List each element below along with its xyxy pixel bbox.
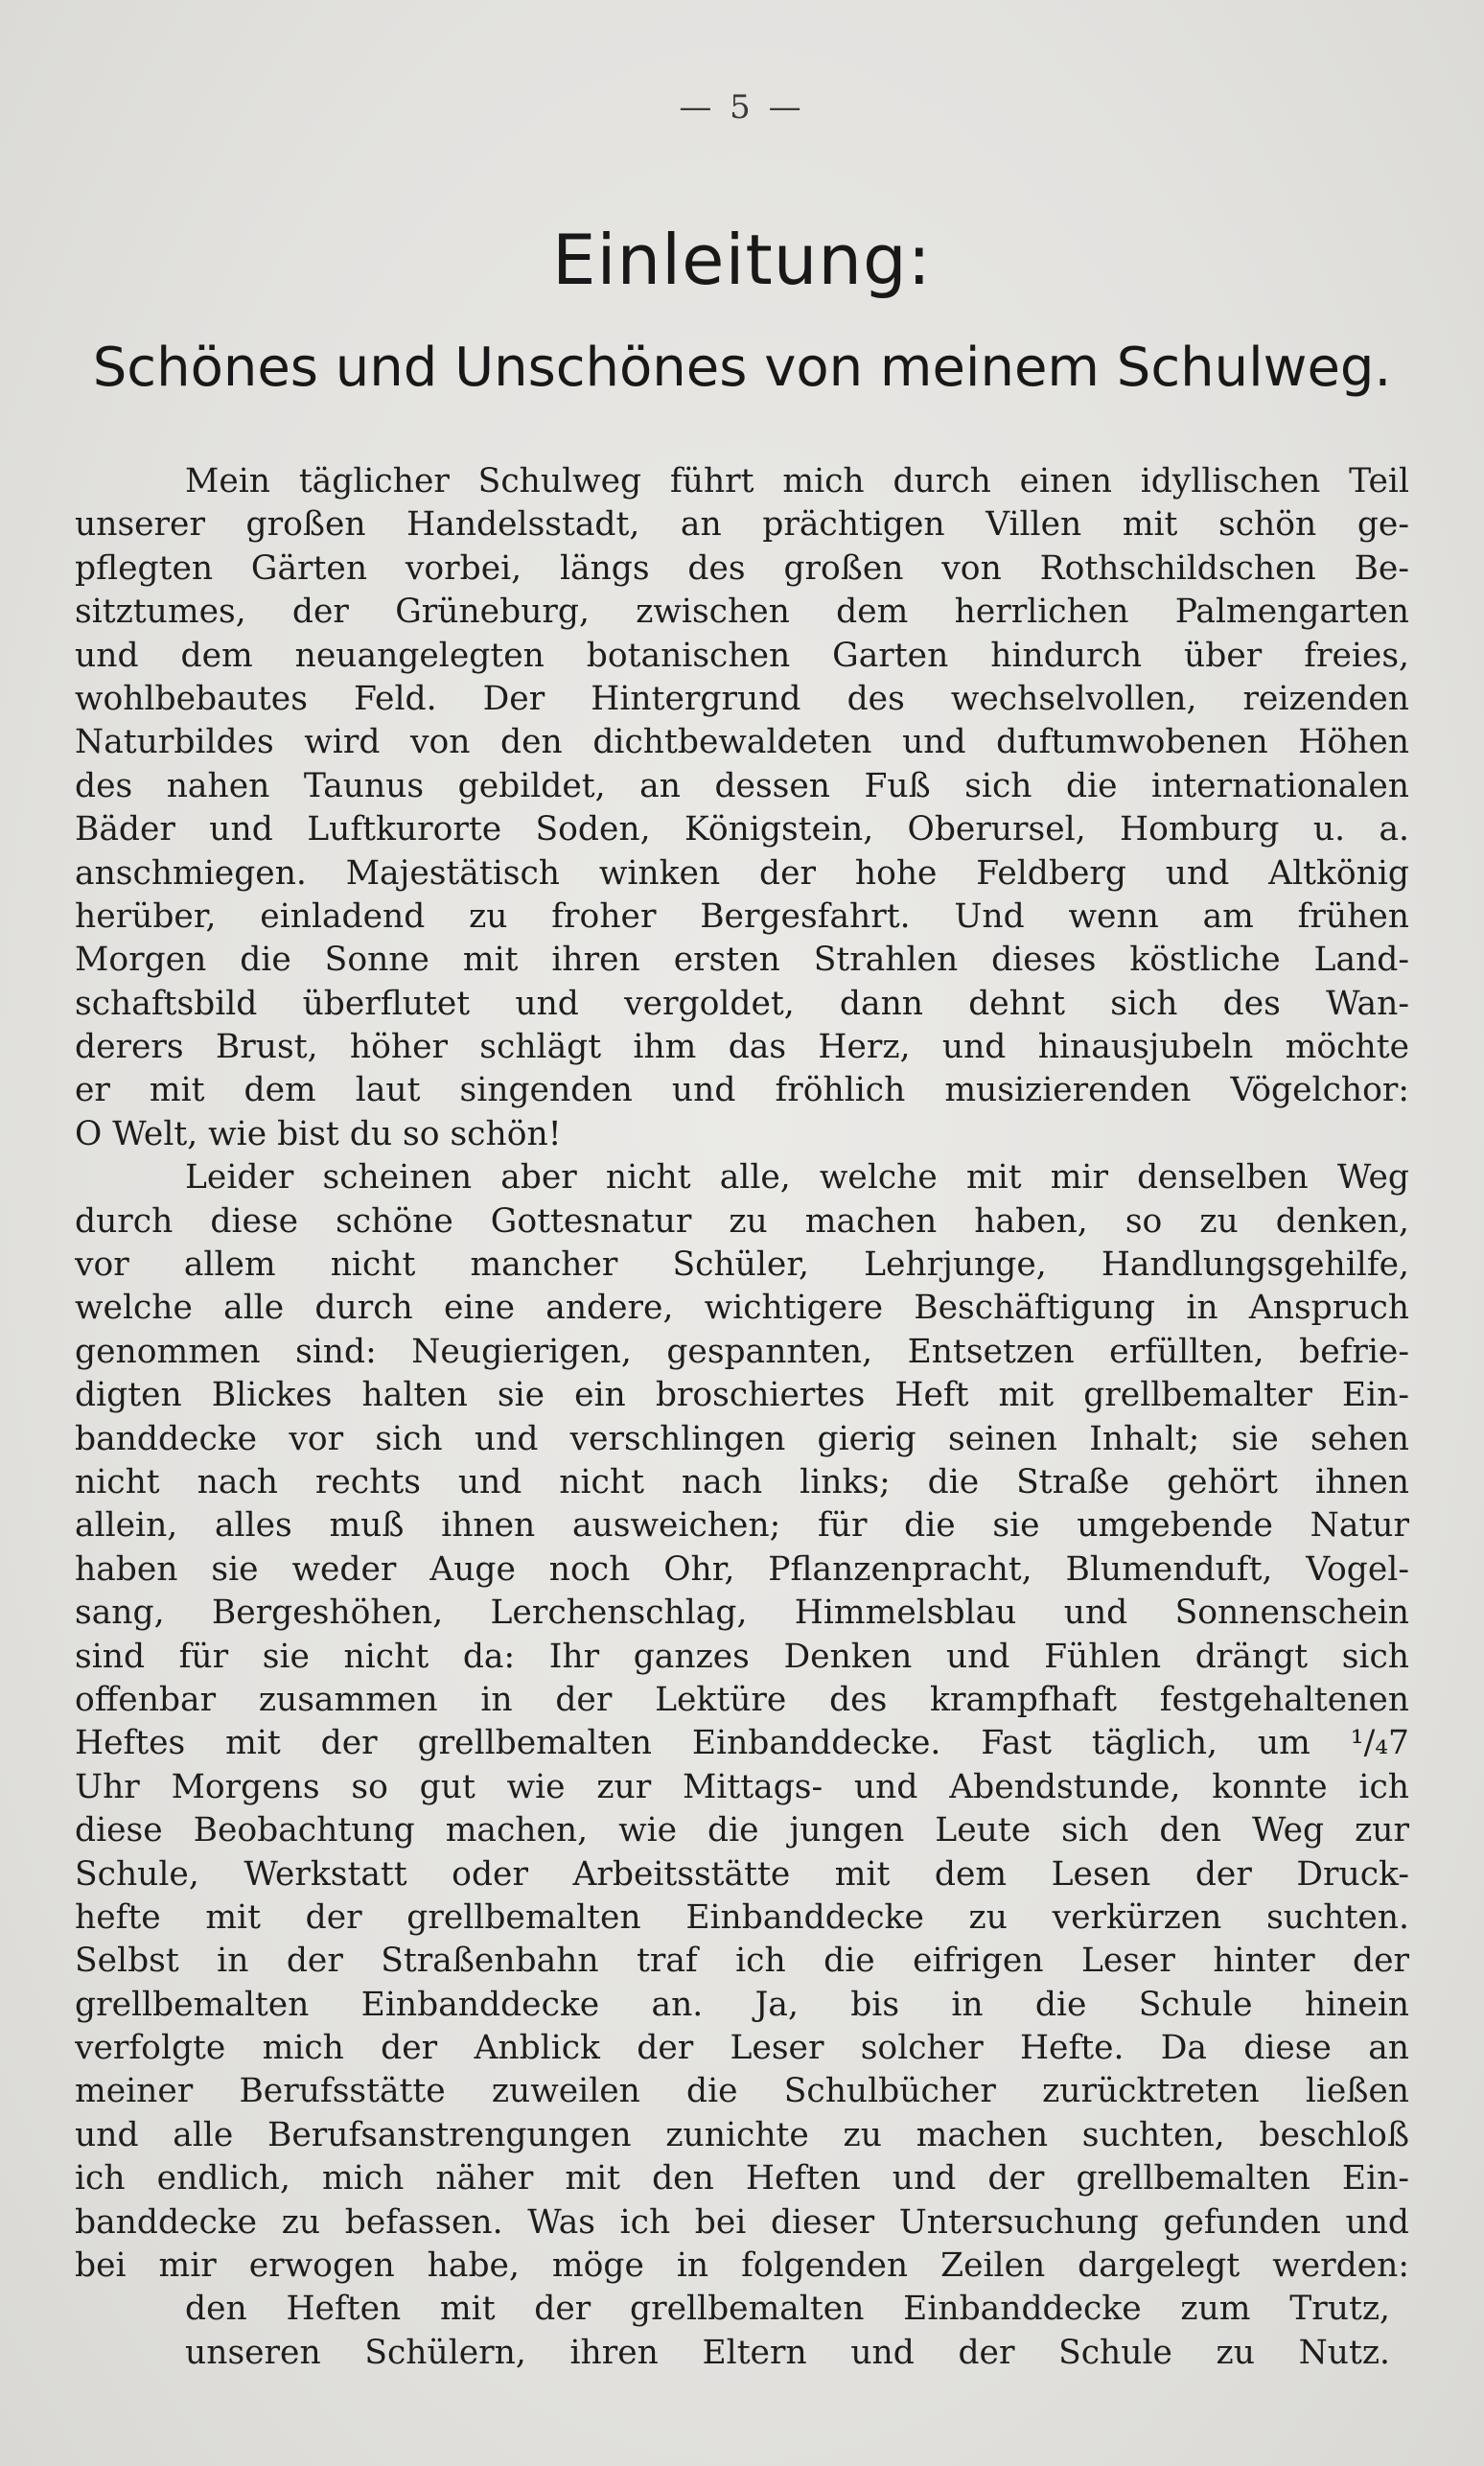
text-line: sang, Bergeshöhen, Lerchenschlag, Himmelsblau und Sonnenschein <box>75 1594 1409 1633</box>
text-line: des nahen Taunus gebildet, an dessen Fuß sich die internationalen <box>75 766 1409 805</box>
text-line: Bäder und Luftkurorte Soden, Königstein, Oberursel, Homburg u. a. <box>75 810 1409 849</box>
text-line: diese Beobachtung machen, wie die jungen Leute sich den Weg zur <box>75 1811 1409 1850</box>
text-line: pflegten Gärten vorbei, längs des großen von Rothschildschen Be- <box>75 548 1409 588</box>
text-line: er mit dem laut singenden und fröhlich musizierenden Vögelchor: <box>75 1071 1409 1110</box>
text-line: Naturbildes wird von den dichtbewaldeten und duftumwobenen Höhen <box>75 723 1409 762</box>
text-line: und dem neuangelegten botanischen Garten hindurch über freies, <box>75 636 1409 675</box>
text-line: wohlbebautes Feld. Der Hintergrund des wechselvollen, reizenden <box>75 679 1409 718</box>
text-line: vor allem nicht mancher Schüler, Lehrjunge, Handlungsgehilfe, <box>75 1245 1409 1285</box>
text-line: hefte mit der grellbemalten Einbanddecke zu verkürzen suchten. <box>75 1897 1409 1937</box>
text-line: meiner Berufsstätte zuweilen die Schulbücher zurücktreten ließen <box>75 2072 1409 2111</box>
text-line: Uhr Morgens so gut wie zur Mittags- und Abendstunde, konnte ich <box>75 1767 1409 1806</box>
page-number: — 5 — <box>679 88 805 127</box>
text-line: herüber, einladend zu froher Bergesfahrt. Und wenn am frühen <box>75 896 1409 936</box>
text-line: genommen sind: Neugierigen, gespannten, Entsetzen erfüllten, befrie- <box>75 1332 1409 1371</box>
chapter-subheading: Schönes und Unschönes von meinem Schulweg. <box>92 337 1392 399</box>
text-line: durch diese schöne Gottesnatur zu machen haben, so zu denken, <box>75 1201 1409 1241</box>
text-line: sitztumes, der Grüneburg, zwischen dem herrlichen Palmengarten <box>75 593 1409 632</box>
text-line: unserer großen Handelsstadt, an prächtigen Villen mit schön ge- <box>75 505 1409 545</box>
text-line: bei mir erwogen habe, möge in folgenden Zeilen dargelegt werden: <box>75 2246 1409 2286</box>
text-line: nicht nach rechts und nicht nach links; die Straße gehört ihnen <box>75 1462 1409 1501</box>
text-line: ich endlich, mich näher mit den Heften und der grellbemalten Ein- <box>75 2159 1409 2198</box>
text-line: Morgen die Sonne mit ihren ersten Strahlen dieses köstliche Land- <box>75 941 1409 980</box>
text-line: grellbemalten Einbanddecke an. Ja, bis in die Schule hinein <box>75 1985 1409 2024</box>
text-line: schaftsbild überflutet und vergoldet, dann dehnt sich des Wan- <box>75 984 1409 1023</box>
text-line: banddecke zu befassen. Was ich bei dieser Untersuchung gefunden und <box>75 2202 1409 2242</box>
text-line: Selbst in der Straßenbahn traf ich die eifrigen Leser hinter der <box>75 1942 1409 1981</box>
text-line: digten Blickes halten sie ein broschiertes Heft mit grellbemalter Ein- <box>75 1376 1409 1415</box>
text-line: anschmiegen. Majestätisch winken der hohe Feldberg und Altkönig <box>75 853 1409 893</box>
text-line: Schule, Werkstatt oder Arbeitsstätte mit dem Lesen der Druck- <box>75 1854 1409 1894</box>
text-line: welche alle durch eine andere, wichtigere Beschäftigung in Anspruch <box>75 1289 1409 1328</box>
chapter-heading: Einleitung: <box>552 220 932 300</box>
text-line: unseren Schülern, ihren Eltern und der Schule zu Nutz. <box>185 2333 1390 2372</box>
text-line: O Welt, wie bist du so schön! <box>75 1114 562 1153</box>
text-line: verfolgte mich der Anblick der Leser solcher Hefte. Da diese an <box>75 2029 1409 2068</box>
text-line: banddecke vor sich und verschlingen gierig seinen Inhalt; sie sehen <box>75 1419 1409 1458</box>
text-line: Leider scheinen aber nicht alle, welche mit mir denselben Weg <box>185 1158 1409 1198</box>
text-line: sind für sie nicht da: Ihr ganzes Denken und Fühlen drängt sich <box>75 1637 1409 1676</box>
text-line: offenbar zusammen in der Lektüre des krampfhaft festgehaltenen <box>75 1680 1409 1719</box>
text-line: Mein täglicher Schulweg führt mich durch einen idyllischen Teil <box>185 462 1409 500</box>
text-line: und alle Berufsanstrengungen zunichte zu machen suchten, beschloß <box>75 2115 1409 2154</box>
text-line: haben sie weder Auge noch Ohr, Pflanzenpracht, Blumenduft, Vogel- <box>75 1549 1409 1589</box>
text-line: den Heften mit der grellbemalten Einbanddecke zum Trutz, <box>185 2290 1390 2329</box>
body-text <box>75 460 1409 2375</box>
text-line: allein, alles muß ihnen ausweichen; für die sie umgebende Natur <box>75 1506 1409 1546</box>
text-line: derers Brust, höher schlägt ihm das Herz, und hinausjubeln möchte <box>75 1028 1409 1067</box>
text-line: Heftes mit der grellbemalten Einbanddecke. Fast täglich, um ¹/₄7 <box>75 1724 1409 1763</box>
